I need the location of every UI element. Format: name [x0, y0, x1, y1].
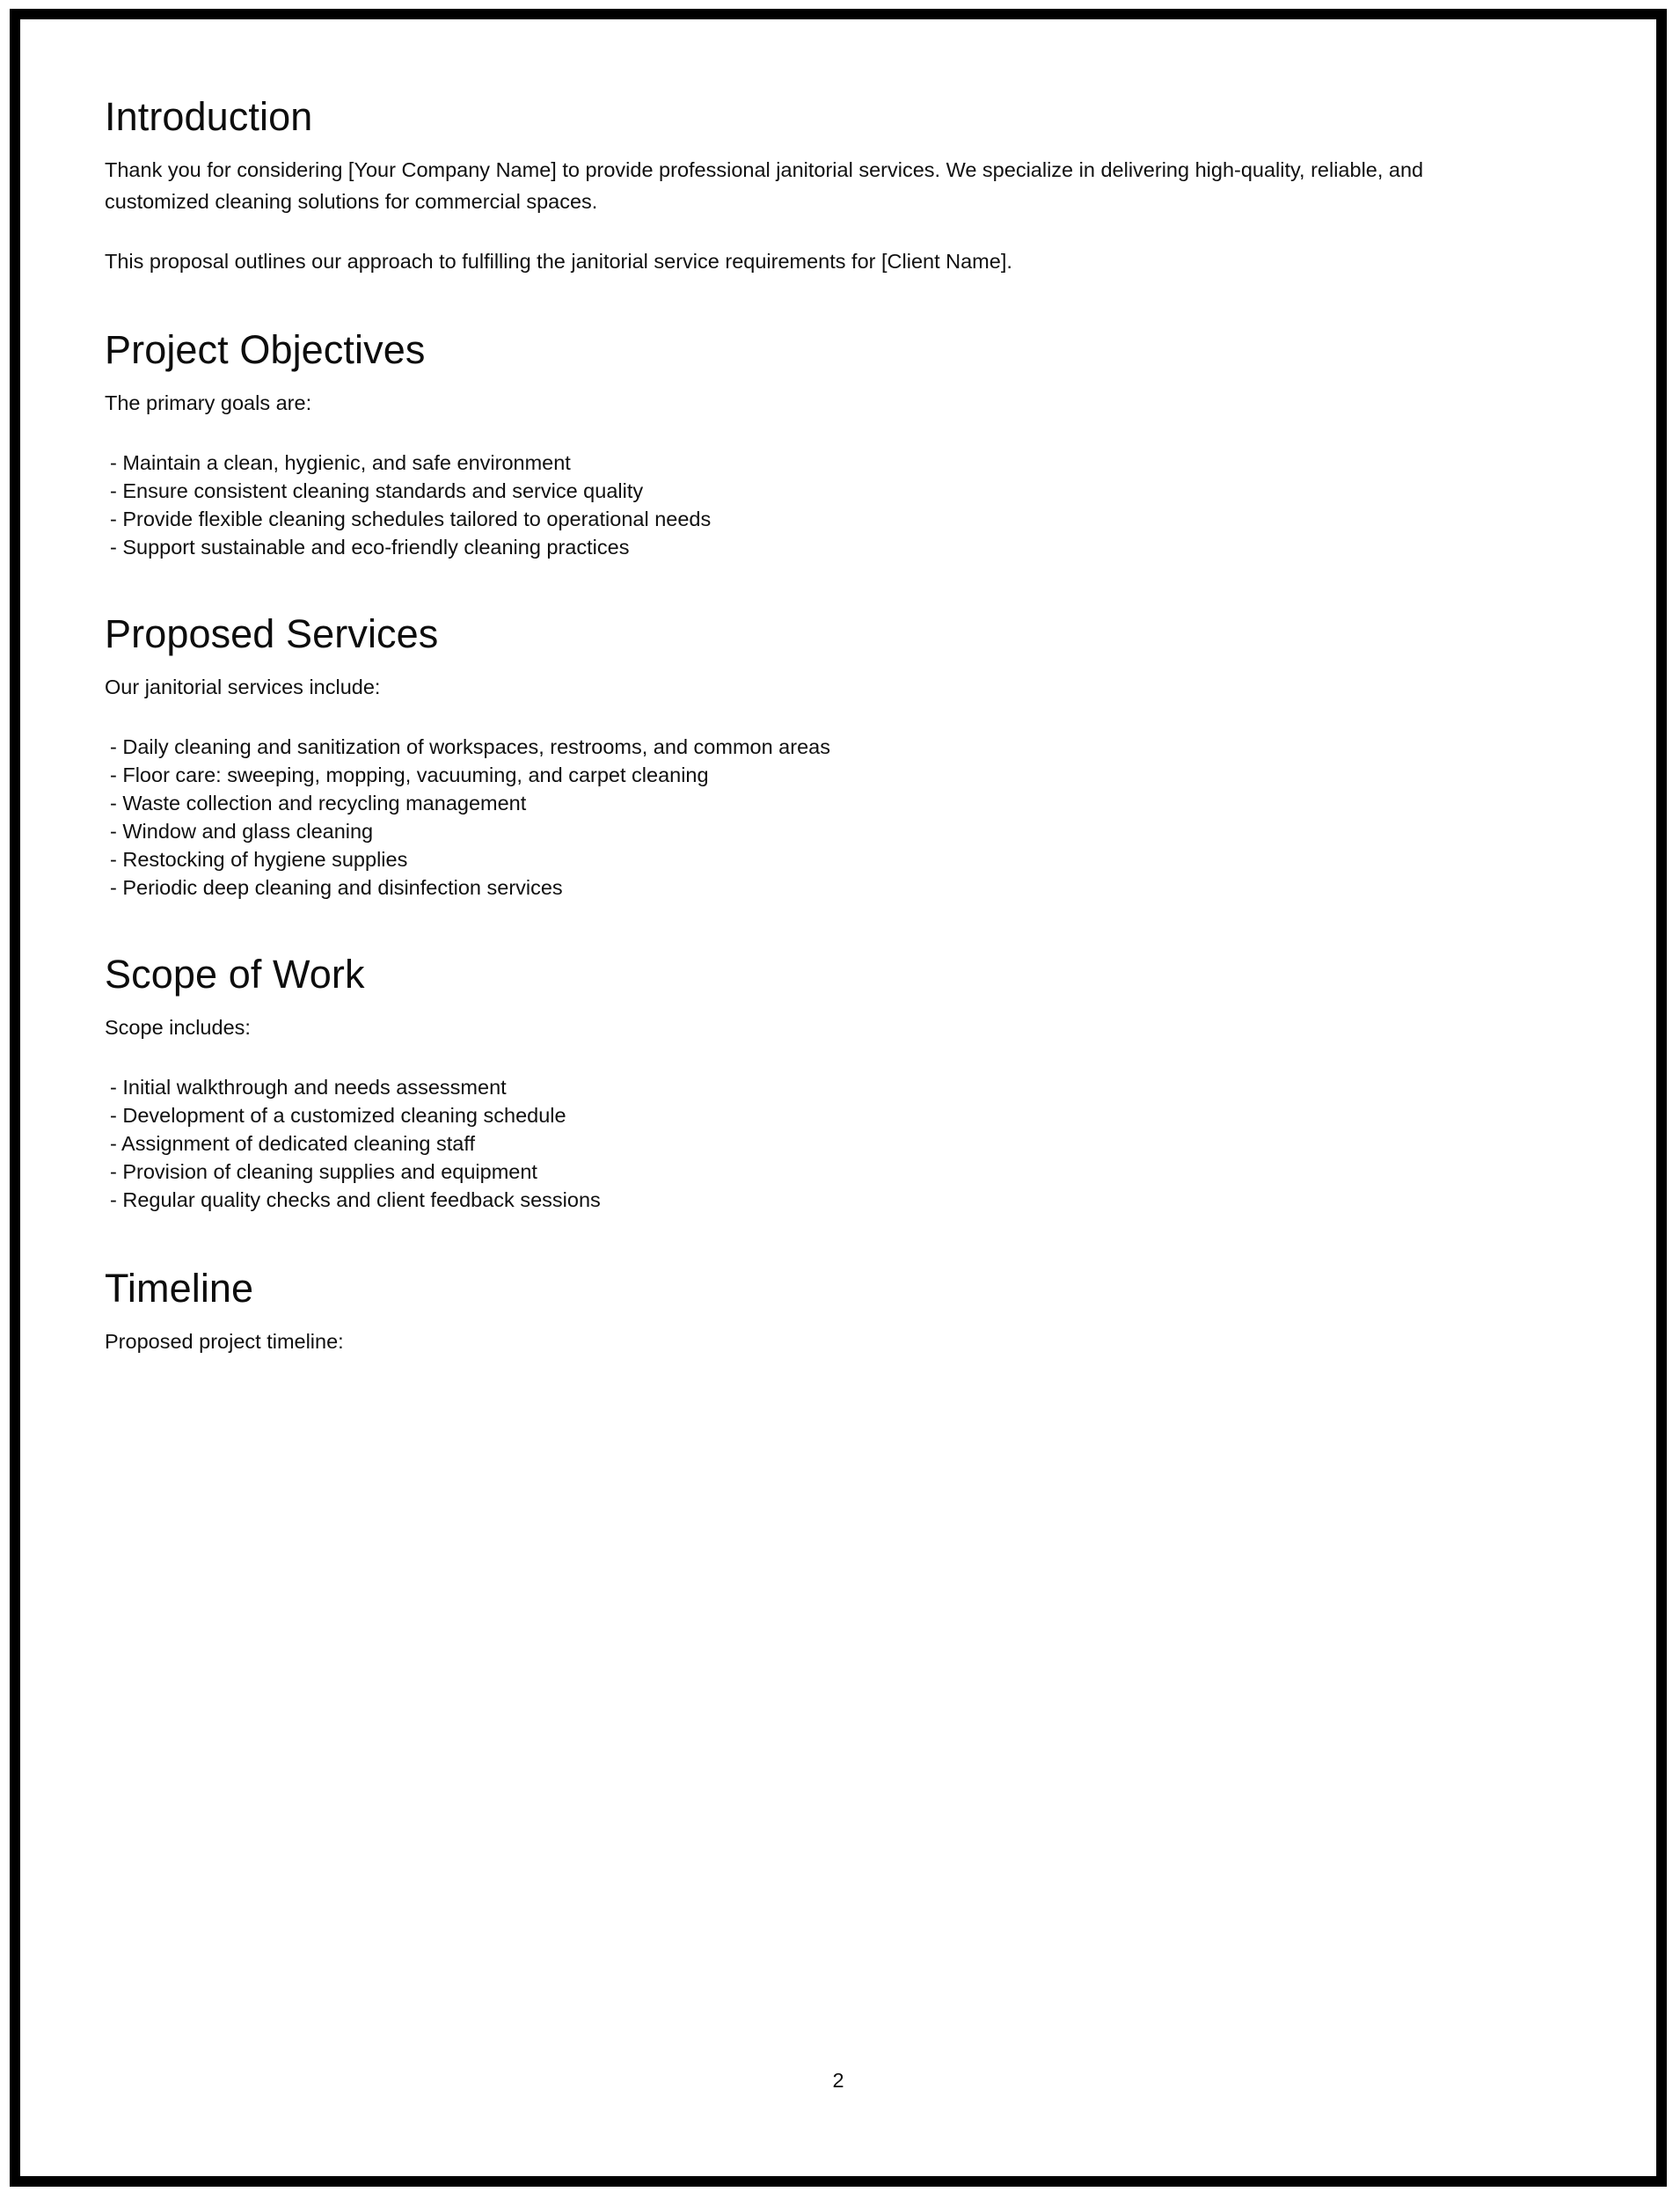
paragraph-project-objectives-intro: The primary goals are: [105, 391, 312, 414]
page-number: 2 [832, 2069, 844, 2092]
paragraph-scope-of-work-intro: Scope includes: [105, 1016, 251, 1039]
section-proposed-services [105, 611, 1521, 902]
list-item: - Daily cleaning and sanitization of workspaces, restrooms, and common areas [110, 735, 830, 758]
list-item: - Initial walkthrough and needs assessment [110, 1076, 507, 1099]
list-item: - Provide flexible cleaning schedules tailored to operational needs [110, 508, 712, 530]
list-proposed-services [105, 733, 1521, 902]
list-item: - Ensure consistent cleaning standards and service quality [110, 479, 644, 502]
list-item: - Window and glass cleaning [110, 820, 374, 843]
heading-proposed-services: Proposed Services [105, 611, 439, 656]
paragraph-introduction-1: Thank you for considering [Your Company Name] to provide professional janitorial services. We specialize in delivering high-quality, reliable, and customized cleaning solutions for commercial spaces. [105, 158, 1424, 213]
paragraph-proposed-services-intro: Our janitorial services include: [105, 676, 381, 698]
list-item: - Floor care: sweeping, mopping, vacuuming, and carpet cleaning [110, 763, 709, 786]
section-introduction [105, 94, 1521, 277]
heading-scope-of-work: Scope of Work [105, 952, 365, 997]
heading-timeline: Timeline [105, 1266, 254, 1311]
document-text-column [105, 94, 1521, 1357]
list-item: - Waste collection and recycling management [110, 792, 527, 815]
list-item: - Support sustainable and eco-friendly cleaning practices [110, 536, 630, 559]
list-project-objectives [105, 449, 1521, 561]
list-item: - Provision of cleaning supplies and equipment [110, 1160, 537, 1183]
list-item: - Assignment of dedicated cleaning staff [110, 1132, 475, 1155]
heading-introduction: Introduction [105, 94, 313, 139]
heading-project-objectives: Project Objectives [105, 327, 426, 372]
list-item: - Maintain a clean, hygienic, and safe environment [110, 451, 571, 474]
section-scope-of-work [105, 954, 1521, 1214]
section-timeline [105, 1268, 1521, 1357]
list-item: - Regular quality checks and client feedback sessions [110, 1188, 601, 1211]
list-item: - Development of a customized cleaning schedule [110, 1104, 566, 1127]
section-project-objectives [105, 327, 1521, 561]
list-item: - Restocking of hygiene supplies [110, 848, 408, 871]
page-surface [20, 19, 1656, 2176]
list-item: - Periodic deep cleaning and disinfection services [110, 876, 563, 899]
paragraph-introduction-2: This proposal outlines our approach to fulfilling the janitorial service requirements for [Client Name]. [105, 250, 1012, 273]
page-border-frame [10, 9, 1667, 2187]
paragraph-timeline-intro: Proposed project timeline: [105, 1330, 344, 1353]
list-scope-of-work [105, 1073, 1521, 1214]
